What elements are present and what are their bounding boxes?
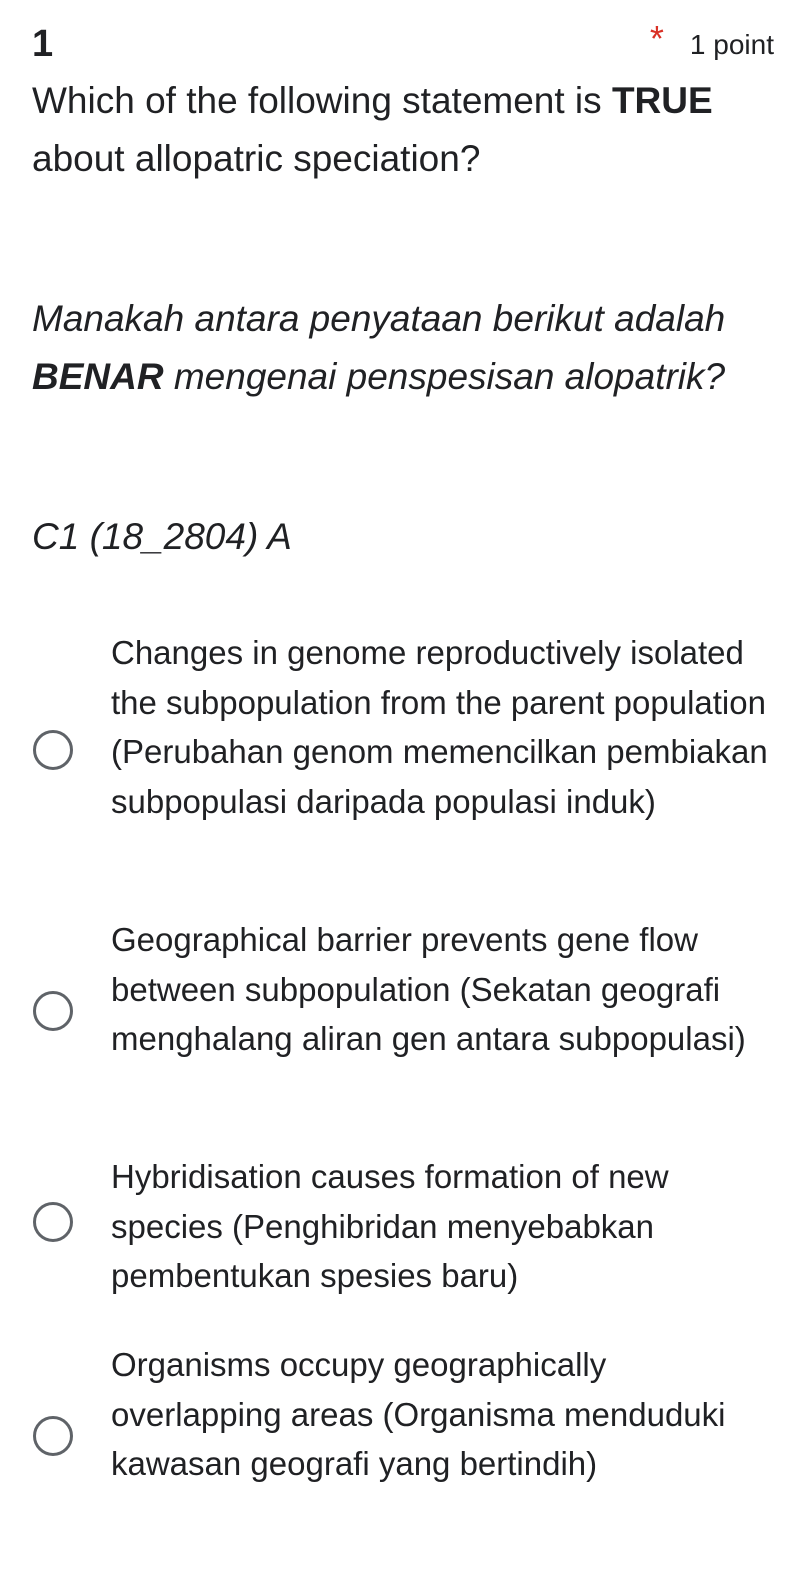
option-3[interactable]	[0, 1152, 800, 1302]
question-en-emphasis: TRUE	[611, 80, 713, 121]
option-3-label[interactable]: Hybridisation causes formation of new species (Penghibridan menyebabkan pembentukan spesies baru)	[111, 1158, 669, 1294]
question-code: C1 (18_2804) A	[32, 516, 292, 557]
question-ms-emphasis: BENAR	[32, 356, 164, 397]
question-number: 1	[32, 23, 54, 65]
radio-button-1[interactable]	[33, 730, 73, 770]
option-4-label[interactable]: Organisms occupy geographically overlapping areas (Organisma menduduki kawasan geografi yang bertindih)	[111, 1346, 726, 1482]
radio-button-3[interactable]	[33, 1202, 73, 1242]
question-en-part2: about allopatric speciation?	[32, 138, 481, 179]
question-text-malay	[32, 290, 752, 406]
option-4[interactable]	[0, 1340, 800, 1540]
option-2[interactable]	[0, 915, 800, 1115]
question-en-part1: Which of the following statement is	[32, 80, 612, 121]
points-indicator	[649, 18, 774, 62]
radio-button-4[interactable]	[33, 1416, 73, 1456]
option-2-label[interactable]: Geographical barrier prevents gene flow between subpopulation (Sekatan geografi menghalang aliran gen antara subpopulasi)	[111, 921, 746, 1057]
option-1[interactable]	[0, 628, 800, 878]
question-text-english	[32, 72, 732, 188]
required-asterisk: *	[649, 18, 664, 59]
points-label: 1 point	[689, 29, 774, 60]
radio-button-2[interactable]	[33, 991, 73, 1031]
question-ms-part2: mengenai penspesisan alopatrik?	[163, 356, 726, 397]
option-1-label[interactable]: Changes in genome reproductively isolated the subpopulation from the parent population (Perubahan genom memencilkan pembiakan subpopulasi daripada populasi induk)	[111, 634, 768, 820]
question-ms-part1: Manakah antara penyataan berikut adalah	[32, 298, 726, 339]
